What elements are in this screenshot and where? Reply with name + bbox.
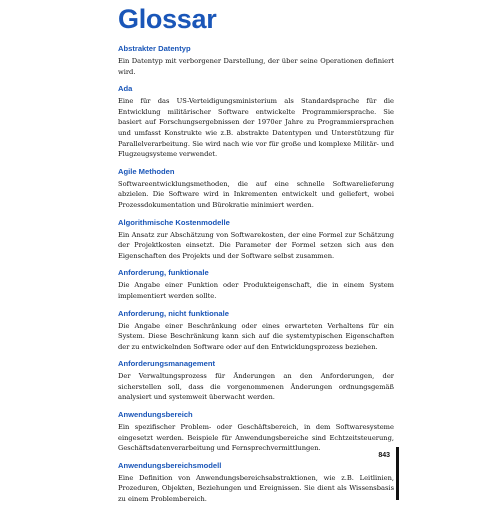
glossary-term: Anforderungsmanagement <box>118 359 216 369</box>
glossary-term: Abstrakter Datentyp <box>118 44 191 53</box>
page-title: Glossar <box>118 4 217 34</box>
glossary-definition: Der Verwaltungsprozess für Änderungen an den Anforderungen, der sicherstellen soll, dass die vorgenommenen Änderungen ordnungsgemäß analysiert und systemweit überwacht werden. <box>118 372 394 402</box>
glossary-term: Anforderung, nicht funktionale <box>118 308 229 318</box>
glossary-entry <box>118 309 394 353</box>
glossary-term: Anforderung, funktionale <box>118 268 209 278</box>
glossary-entry <box>118 359 394 403</box>
glossary-term: Anwendungsbereichsmodell <box>118 460 222 470</box>
glossary-definition: Ein Datentyp mit verborgener Darstellung, der über seine Operationen definiert wird. <box>118 57 394 76</box>
glossary-entry <box>118 461 394 505</box>
glossary-definition: Eine für das US-Verteidigungsministerium als Standardsprache für die Entwicklung militärischer Software entwickelte Programmiersprache. Sie basiert auf Forschungsergebnissen der 1970er Jahre zu Programmiersprachen und umfasst Konstrukte wie z.B. abstrakte Datentypen und Unterstützung für Parallelverarbeitung. Sie wird nach wie vor für große und komplexe Militär- und Flugzeugsysteme verwendet. <box>118 97 394 159</box>
glossary-term: Ada <box>118 84 133 94</box>
page-number: 843 <box>378 452 390 459</box>
glossary-definition: Die Angabe einer Funktion oder Produkteigenschaft, die in einem System implementiert werden sollte. <box>118 281 394 300</box>
glossary-entry <box>118 44 394 77</box>
glossary-definition: Eine Definition von Anwendungsbereichsabstraktionen, wie z.B. Leitlinien, Prozeduren, Objekten, Beziehungen und Ereignissen. Sie dient als Wissensbasis zu einem Problembereich. <box>118 473 394 504</box>
glossary-entry <box>118 167 394 211</box>
glossary-term: Anwendungsbereich <box>118 410 193 420</box>
glossary-definition: Ein spezifischer Problem- oder Geschäftsbereich, in dem Softwaresysteme eingesetzt werden. Beispiele für Anwendungsbereiche sind Echtzeitsteuerung, Geschäftsdatenverarbeitung und Fernsprechvermittlungen. <box>118 423 394 453</box>
glossary-entries <box>118 44 394 512</box>
page-edge-marker <box>396 447 399 500</box>
glossary-entry <box>118 410 394 454</box>
glossary-term: Algorithmische Kostenmodelle <box>118 217 230 227</box>
glossary-definition: Die Angabe einer Beschränkung oder eines erwarteten Verhaltens für ein System. Diese Beschränkung kann sich auf die systemtypischen Eigenschaften der zu entwickelnden Software oder auf den Entwicklungsprozess beziehen. <box>118 321 394 351</box>
glossary-definition: Ein Ansatz zur Abschätzung von Softwarekosten, der eine Formel zur Schätzung der Projektkosten einsetzt. Die Parameter der Formel setzen sich aus den Eigenschaften des Projekts und der Software selbst zusammen. <box>118 230 394 260</box>
glossary-definition: Softwareentwicklungsmethoden, die auf eine schnelle Softwarelieferung abzielen. Die Software wird in Inkrementen entwickelt und geliefert, wobei Prozessdokumentation und Bürokratie minimiert werden. <box>118 179 394 209</box>
glossary-entry <box>118 218 394 262</box>
glossary-entry <box>118 84 394 160</box>
glossary-term: Agile Methoden <box>118 166 175 176</box>
glossary-entry <box>118 268 394 301</box>
